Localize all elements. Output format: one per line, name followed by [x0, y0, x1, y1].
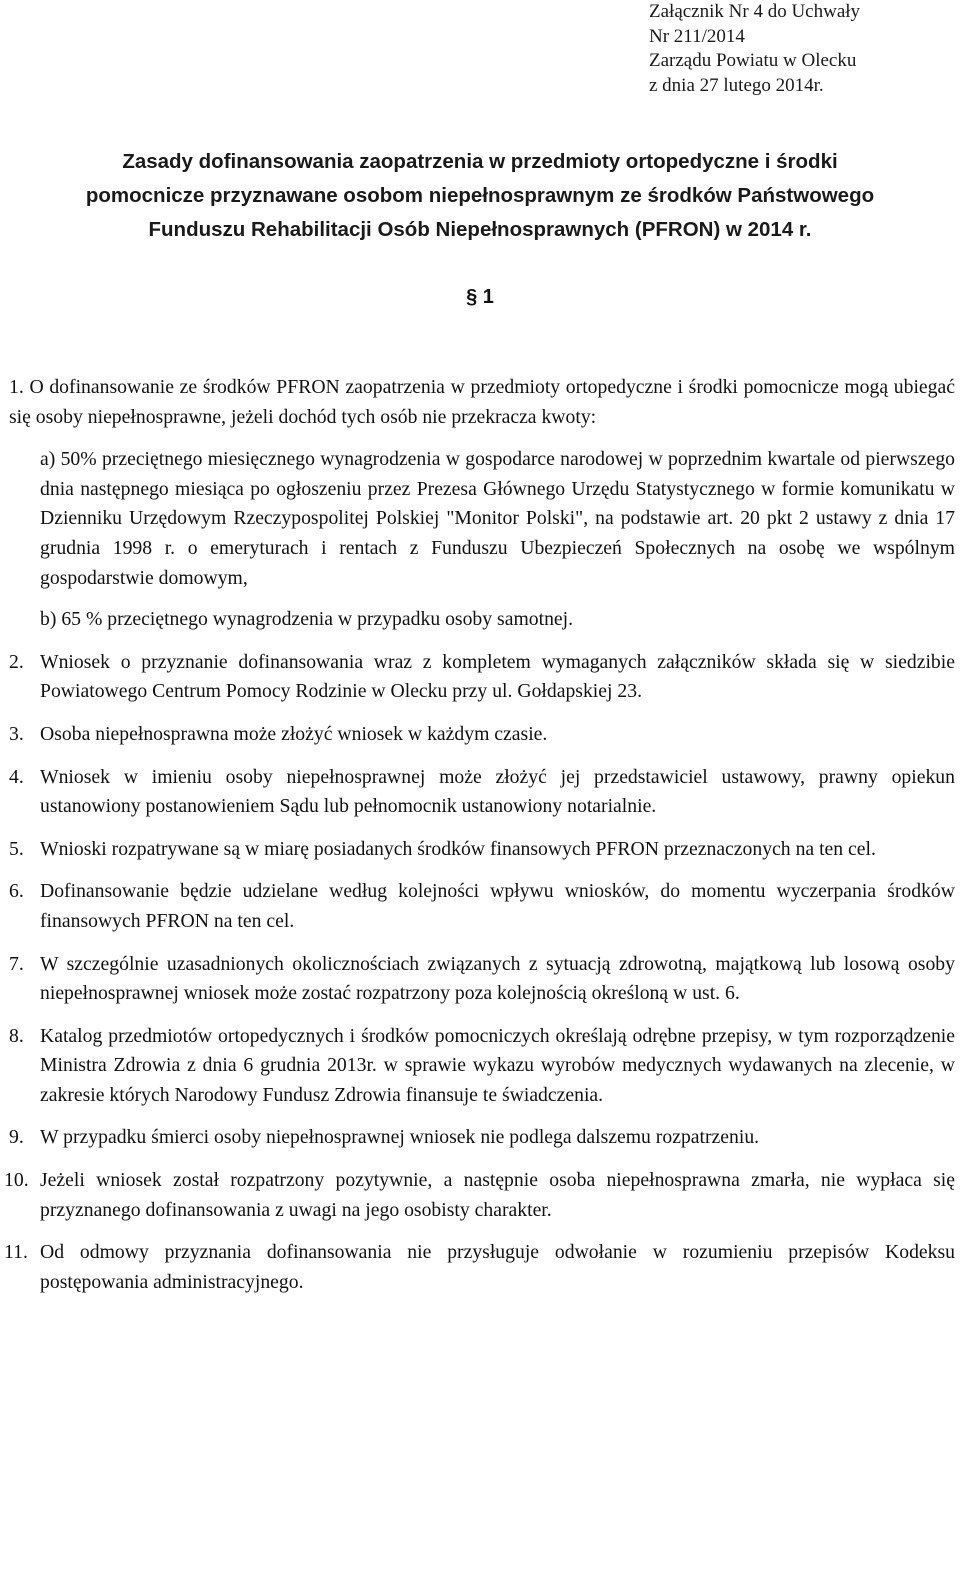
list-item-text: Wniosek w imieniu osoby niepełnosprawnej może złożyć jej przedstawiciel ustawowy, prawny opiekun ustanowiony postanowieniem Sądu lub pełnomocnik ustanowiony notarialnie. — [40, 765, 955, 818]
list-item — [0, 877, 955, 936]
document-title-line: Funduszu Rehabilitacji Osób Niepełnosprawnych (PFRON) w 2014 r. — [148, 218, 812, 241]
subitem-b — [0, 605, 955, 635]
subitem-b-text — [40, 605, 955, 635]
list-item-number: 8. — [9, 1024, 24, 1047]
list-item — [0, 1022, 955, 1111]
list-item-number: 9. — [9, 1126, 24, 1149]
document-title-line: pomocnicze przyznawane osobom niepełnosprawnym ze środków Państwowego — [85, 184, 875, 207]
attachment-note-line: z dnia 27 lutego 2014r. — [649, 74, 824, 96]
list-item-number: 4. — [9, 765, 24, 788]
list-item-text: Katalog przedmiotów ortopedycznych i środków pomocniczych określają odrębne przepisy, w tym rozporządzenie Ministra Zdrowia z dnia 6 grudnia 2013r. w sprawie wykazu wyrobów medycznych wydawanych na zlecenie, w zakresie których Narodowy Fundusz Zdrowia finansuje te świadczenia. — [40, 1024, 955, 1106]
list-item-number: 10. — [4, 1169, 29, 1192]
list-item-number: 11. — [4, 1241, 28, 1264]
list-item-text: W szczególnie uzasadnionych okolicznościach związanych z sytuacją zdrowotną, majątkową lub losową osoby niepełnosprawnej wniosek może zostać rozpatrzony poza kolejnością określoną w ust. 6. — [40, 952, 955, 1005]
list-item — [0, 1166, 955, 1225]
list-item — [0, 720, 955, 750]
list-item-text: Dofinansowanie będzie udzielane według kolejności wpływu wniosków, do momentu wyczerpania środków finansowych PFRON na ten cel. — [40, 880, 955, 932]
list-item — [0, 1123, 955, 1153]
subitem-b-label: b) — [40, 608, 57, 631]
paragraph-1: 1. O dofinansowanie ze środków PFRON zaopatrzenia w przedmioty ortopedyczne i środki pomocnicze mogą ubiegać się osoby niepełnosprawne, jeżeli dochód tych osób nie przekracza kwoty: — [9, 376, 955, 428]
subitem-a-label: a) — [40, 448, 56, 471]
list-item-text: Wnioski rozpatrywane są w miarę posiadanych środków finansowych PFRON przeznaczonych na ten cel. — [40, 837, 876, 860]
document-title — [0, 145, 960, 247]
list-item-text: W przypadku śmierci osoby niepełnosprawnej wniosek nie podlega dalszemu rozpatrzeniu. — [40, 1126, 760, 1149]
list-item — [0, 950, 955, 1009]
list-item-text: Od odmowy przyznania dofinansowania nie przysługuje odwołanie w rozumieniu przepisów Kodeksu postępowania administracyjnego. — [40, 1241, 955, 1293]
attachment-note-line: Zarządu Powiatu w Olecku — [649, 50, 857, 71]
list-item-number: 6. — [9, 880, 24, 903]
document-body — [0, 373, 955, 1297]
attachment-note — [649, 0, 860, 98]
list-item — [0, 835, 955, 865]
list-item-number: 7. — [9, 952, 24, 975]
list-item-text: Jeżeli wniosek został rozpatrzony pozytywnie, a następnie osoba niepełnosprawna zmarła, nie wypłaca się przyznanego dofinansowania z uwagi na jego osobisty charakter. — [40, 1169, 955, 1221]
subitem-a-body: 50% przeciętnego miesięcznego wynagrodzenia w gospodarce narodowej w poprzednim kwartale od pierwszego dnia następnego miesiąca po ogłoszeniu przez Prezesa Głównego Urzędu Statystycznego w formie komunikatu w Dzienniku Urzędowym Rzeczypospolitej Polskiej "Monitor Polski", na podstawie art. 20 pkt 2 ustawy z dnia 17 grudnia 1998 r. o emeryturach i rentach z Funduszu Ubezpieczeń Społecznych na osobę we wspólnym gospodarstwie domowym, — [40, 448, 956, 589]
list-item — [0, 763, 955, 822]
list-item-text: Wniosek o przyznanie dofinansowania wraz z kompletem wymaganych załączników składa się w siedzibie Powiatowego Centrum Pomocy Rodzinie w Olecku przy ul. Gołdapskiej 23. — [40, 650, 955, 703]
list-item — [0, 648, 955, 707]
attachment-note-line: Nr 211/2014 — [649, 25, 745, 47]
subitem-a-text — [40, 445, 955, 593]
list-item-number: 2. — [9, 650, 24, 673]
document-title-line: Zasady dofinansowania zaopatrzenia w przedmioty ortopedyczne i środki — [122, 150, 838, 173]
attachment-note-line: Załącznik Nr 4 do Uchwały — [649, 1, 861, 22]
list-item-number: 5. — [9, 837, 24, 860]
list-item — [0, 1238, 955, 1297]
list-item-text: Osoba niepełnosprawna może złożyć wniosek w każdym czasie. — [40, 722, 548, 745]
list-item-number: 3. — [9, 722, 24, 745]
section-mark: § 1 — [466, 286, 494, 308]
subitem-b-body: 65 % przeciętnego wynagrodzenia w przypadku osoby samotnej. — [61, 608, 574, 631]
subitem-a — [0, 445, 955, 593]
